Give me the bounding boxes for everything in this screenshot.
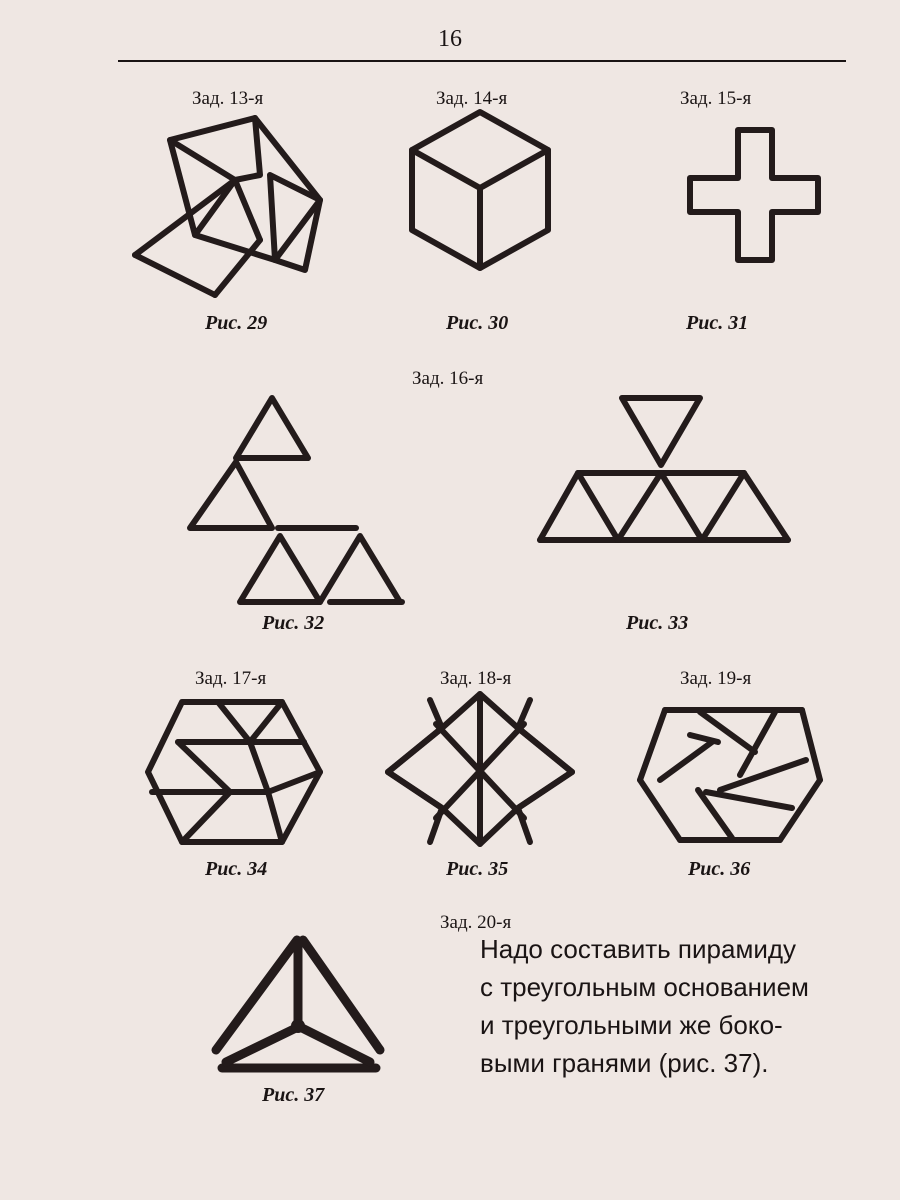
caption-fig-37: Рис. 37 [262,1084,325,1106]
task-16-label: Зад. 16-я [412,368,484,389]
answer-line: и треугольными же боко- [480,1010,783,1040]
task-13-label: Зад. 13-я [192,88,264,109]
page-number: 16 [438,26,462,52]
answer-line: выми гранями (рис. 37). [480,1048,769,1078]
answer-text [480,930,880,1082]
caption-fig-35: Рис. 35 [446,858,509,880]
task-15-label: Зад. 15-я [680,88,752,109]
task-19-label: Зад. 19-я [680,668,752,689]
caption-fig-30: Рис. 30 [446,312,509,334]
task-18-label: Зад. 18-я [440,668,512,689]
caption-fig-34: Рис. 34 [205,858,268,880]
task-14-label: Зад. 14-я [436,88,508,109]
answer-line: с треугольным основанием [480,972,809,1002]
answer-line: Надо составить пирамиду [480,934,797,964]
caption-fig-33: Рис. 33 [626,612,689,634]
caption-fig-31: Рис. 31 [686,312,749,334]
caption-fig-32: Рис. 32 [262,612,325,634]
task-20-label: Зад. 20-я [440,912,512,933]
task-17-label: Зад. 17-я [195,668,267,689]
caption-fig-36: Рис. 36 [688,858,751,880]
caption-fig-29: Рис. 29 [205,312,268,334]
